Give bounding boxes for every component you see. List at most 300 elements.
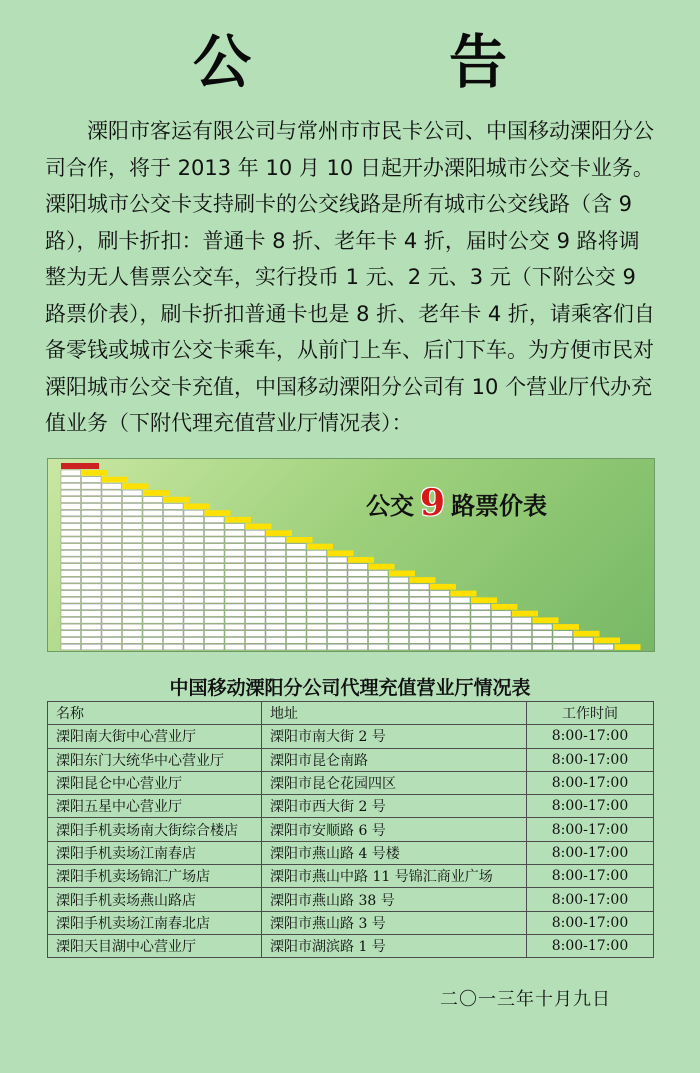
fare-cell: [102, 517, 122, 523]
fare-station-label: [225, 517, 251, 523]
fare-cell: [225, 644, 245, 650]
fare-cell: [205, 644, 225, 650]
fare-cell: [82, 638, 102, 644]
fare-cell: [143, 631, 163, 637]
fare-cell: [369, 644, 389, 650]
fare-cell: [225, 604, 245, 610]
fare-cell: [82, 577, 102, 583]
fare-cell: [82, 571, 102, 577]
fare-cell: [287, 597, 307, 603]
fare-cell: [164, 510, 184, 516]
fare-cell: [410, 604, 430, 610]
fare-cell: [82, 530, 102, 536]
fare-cell: [389, 591, 409, 597]
fare-cell: [287, 638, 307, 644]
fare-cell: [328, 611, 348, 617]
fare-cell: [266, 611, 286, 617]
fare-cell: [123, 591, 143, 597]
fare-cell: [184, 604, 204, 610]
fare-cell: [102, 497, 122, 503]
fare-cell: [82, 597, 102, 603]
table-row: [48, 934, 654, 957]
fare-cell: [61, 611, 81, 617]
fare-cell: [184, 631, 204, 637]
fare-cell: [143, 638, 163, 644]
fare-cell: [143, 644, 163, 650]
hall-name-cell: 溧阳天目湖中心营业厅: [48, 934, 262, 957]
fare-cell: [246, 638, 266, 644]
fare-cell: [307, 550, 327, 556]
fare-cell: [102, 604, 122, 610]
fare-cell: [61, 550, 81, 556]
fare-cell: [492, 617, 512, 623]
fare-cell: [287, 577, 307, 583]
fare-cell: [164, 597, 184, 603]
fare-cell: [143, 624, 163, 630]
fare-cell: [328, 644, 348, 650]
fare-cell: [307, 571, 327, 577]
fare-cell: [266, 544, 286, 550]
fare-cell: [287, 624, 307, 630]
fare-cell: [123, 544, 143, 550]
fare-cell: [348, 638, 368, 644]
fare-cell: [164, 564, 184, 570]
fare-cell: [143, 517, 163, 523]
fare-cell: [307, 617, 327, 623]
fare-cell: [123, 604, 143, 610]
fare-cell: [246, 530, 266, 536]
fare-cell: [184, 571, 204, 577]
fare-cell: [61, 591, 81, 597]
fare-cell: [102, 631, 122, 637]
fare-cell: [246, 631, 266, 637]
table-row: [48, 841, 654, 864]
hall-name-cell: 溧阳昆仑中心营业厅: [48, 771, 262, 794]
fare-cell: [184, 530, 204, 536]
fare-cell: [184, 617, 204, 623]
fare-cell: [266, 631, 286, 637]
fare-cell: [246, 644, 266, 650]
hall-address-cell: 溧阳市南大街 2 号: [262, 725, 527, 748]
fare-cell: [225, 591, 245, 597]
fare-cell: [348, 624, 368, 630]
fare-cell: [61, 517, 81, 523]
hall-address-cell: 溧阳市昆仑南路: [262, 748, 527, 771]
table-row: [48, 865, 654, 888]
fare-cell: [512, 644, 532, 650]
fare-cell: [61, 483, 81, 489]
fare-cell: [266, 624, 286, 630]
fare-cell: [451, 597, 471, 603]
fare-cell: [164, 550, 184, 556]
fare-station-label: [471, 597, 497, 603]
fare-cell: [430, 644, 450, 650]
fare-cell: [205, 524, 225, 530]
fare-cell: [348, 564, 368, 570]
fare-cell: [61, 564, 81, 570]
fare-cell: [328, 638, 348, 644]
hall-address-cell: 溧阳市燕山路 3 号: [262, 911, 527, 934]
fare-cell: [164, 544, 184, 550]
hall-hours-cell: 8:00-17:00: [527, 795, 654, 818]
fare-station-label: [246, 524, 272, 530]
fare-cell: [143, 591, 163, 597]
fare-cell: [287, 631, 307, 637]
fare-cell: [61, 617, 81, 623]
halls-table: [47, 701, 654, 958]
fare-cell: [205, 604, 225, 610]
fare-cell: [369, 571, 389, 577]
hall-name-cell: 溧阳东门大统华中心营业厅: [48, 748, 262, 771]
fare-cell: [246, 564, 266, 570]
fare-station-label: [369, 564, 395, 570]
fare-cell: [471, 611, 491, 617]
hall-hours-cell: 8:00-17:00: [527, 771, 654, 794]
fare-cell: [225, 564, 245, 570]
fare-cell: [348, 611, 368, 617]
fare-cell: [164, 524, 184, 530]
fare-cell: [82, 504, 102, 510]
fare-cell: [471, 624, 491, 630]
hall-name-cell: 溧阳手机卖场南大街综合楼店: [48, 818, 262, 841]
fare-cell: [61, 524, 81, 530]
fare-cell: [82, 631, 102, 637]
notice-paragraph: 溧阳市客运有限公司与常州市市民卡公司、中国移动溧阳分公司合作，将于 2013 年 10 月 10 日起开办溧阳城市公交卡业务。溧阳城市公交卡支持刷卡的公交线路是所有城市公交线路（含 9 路），刷卡折扣：普通卡 8 折、老年卡 4 折，届时公交 9 路将调整为无人售票公交车，实行投币 1 元、2 元、3 元（下附公交 9 路票价表），刷卡折扣普通卡也是 8 折、老年卡 4 折，请乘客们自备零钱或城市公交卡乘车，从前门上车、后门下车。为方便市民对溧阳城市公交卡充值，中国移动溧阳分公司有 10 个营业厅代办充值业务（下附代理充值营业厅情况表）：: [45, 119, 655, 435]
fare-cell: [205, 577, 225, 583]
header-address: 地址: [262, 702, 527, 725]
fare-station-label: [164, 497, 190, 503]
fare-cell: [225, 550, 245, 556]
fare-cell: [143, 530, 163, 536]
fare-cell: [369, 617, 389, 623]
fare-cell: [266, 537, 286, 543]
fare-cell: [123, 510, 143, 516]
fare-cell: [410, 624, 430, 630]
fare-cell: [61, 510, 81, 516]
fare-cell: [184, 624, 204, 630]
fare-cell: [389, 617, 409, 623]
fare-cell: [533, 624, 553, 630]
fare-cell: [574, 644, 594, 650]
fare-cell: [102, 624, 122, 630]
hall-name-cell: 溧阳手机卖场锦汇广场店: [48, 865, 262, 888]
fare-cell: [533, 644, 553, 650]
fare-cell: [102, 550, 122, 556]
hall-name-cell: 溧阳南大街中心营业厅: [48, 725, 262, 748]
fare-cell: [61, 497, 81, 503]
fare-cell: [328, 591, 348, 597]
fare-cell: [102, 644, 122, 650]
fare-station-label: [492, 604, 518, 610]
fare-cell: [123, 644, 143, 650]
fare-cell: [82, 510, 102, 516]
fare-cell: [307, 644, 327, 650]
fare-cell: [205, 584, 225, 590]
fare-cell: [184, 597, 204, 603]
fare-cell: [82, 604, 102, 610]
fare-cell: [143, 537, 163, 543]
fare-cell: [61, 470, 81, 476]
fare-cell: [389, 611, 409, 617]
table-row: [48, 911, 654, 934]
fare-station-label: [451, 591, 477, 597]
fare-cell: [123, 624, 143, 630]
fare-cell: [533, 631, 553, 637]
fare-cell: [143, 550, 163, 556]
fare-cell: [430, 624, 450, 630]
fare-cell: [553, 638, 573, 644]
fare-station-label: [389, 571, 415, 577]
fare-cell: [594, 644, 614, 650]
hall-hours-cell: 8:00-17:00: [527, 748, 654, 771]
fare-cell: [492, 624, 512, 630]
hall-address-cell: 溧阳市安顺路 6 号: [262, 818, 527, 841]
fare-cell: [225, 557, 245, 563]
fare-cell: [348, 584, 368, 590]
fare-cell: [410, 631, 430, 637]
fare-cell: [451, 644, 471, 650]
fare-cell: [266, 577, 286, 583]
fare-station-label: [184, 504, 210, 510]
fare-cell: [143, 584, 163, 590]
fare-cell: [123, 617, 143, 623]
table-row: [48, 771, 654, 794]
fare-cell: [369, 591, 389, 597]
fare-cell: [61, 644, 81, 650]
fare-cell: [102, 638, 122, 644]
fare-station-label: [266, 530, 292, 536]
hall-hours-cell: 8:00-17:00: [527, 725, 654, 748]
fare-cell: [164, 517, 184, 523]
fare-cell: [266, 617, 286, 623]
fare-cell: [492, 611, 512, 617]
halls-table-header-row: [48, 702, 654, 725]
fare-cell: [287, 544, 307, 550]
hall-name-cell: 溧阳五星中心营业厅: [48, 795, 262, 818]
fare-cell: [82, 591, 102, 597]
fare-cell: [471, 644, 491, 650]
fare-cell: [164, 504, 184, 510]
fare-cell: [328, 584, 348, 590]
fare-cell: [205, 550, 225, 556]
fare-cell: [512, 624, 532, 630]
fare-cell: [82, 557, 102, 563]
fare-cell: [389, 604, 409, 610]
fare-cell: [61, 624, 81, 630]
fare-cell: [512, 631, 532, 637]
fare-cell: [143, 571, 163, 577]
fare-cell: [61, 584, 81, 590]
fare-cell: [164, 530, 184, 536]
fare-cell: [61, 604, 81, 610]
fare-cell: [246, 557, 266, 563]
fare-cell: [164, 624, 184, 630]
fare-station-label: [594, 638, 620, 644]
halls-table-caption: 中国移动溧阳分公司代理充值营业厅情况表: [169, 677, 531, 699]
fare-cell: [61, 557, 81, 563]
fare-cell: [82, 617, 102, 623]
notice-date: 二〇一三年十月九日: [440, 989, 611, 1010]
fare-station-label: [430, 584, 456, 590]
fare-cell: [287, 564, 307, 570]
fare-cell: [328, 571, 348, 577]
fare-cell: [61, 571, 81, 577]
fare-cell: [430, 591, 450, 597]
fare-cell: [61, 597, 81, 603]
fare-cell: [328, 604, 348, 610]
fare-cell: [266, 604, 286, 610]
fare-cell: [82, 544, 102, 550]
fare-cell: [164, 631, 184, 637]
fare-cell: [61, 477, 81, 483]
fare-station-label: [574, 631, 600, 637]
fare-station-label: [287, 537, 313, 543]
fare-cell: [225, 544, 245, 550]
fare-cell: [123, 497, 143, 503]
fare-cell: [102, 617, 122, 623]
fare-cell: [348, 631, 368, 637]
fare-cell: [430, 597, 450, 603]
fare-cell: [102, 571, 122, 577]
fare-cell: [143, 497, 163, 503]
fare-cell: [471, 604, 491, 610]
fare-cell: [102, 530, 122, 536]
fare-cell: [389, 597, 409, 603]
fare-cell: [164, 617, 184, 623]
fare-cell: [82, 644, 102, 650]
fare-cell: [348, 577, 368, 583]
fare-cell: [102, 591, 122, 597]
fare-cell: [389, 638, 409, 644]
fare-cell: [348, 597, 368, 603]
fare-cell: [266, 644, 286, 650]
fare-cell: [123, 537, 143, 543]
fare-cell: [451, 617, 471, 623]
fare-cell: [164, 537, 184, 543]
fare-cell: [184, 564, 204, 570]
fare-cell: [225, 638, 245, 644]
fare-cell: [369, 624, 389, 630]
fare-cell: [102, 524, 122, 530]
fare-cell: [164, 611, 184, 617]
fare-cell: [184, 577, 204, 583]
fare-cell: [184, 550, 204, 556]
fare-cell: [410, 597, 430, 603]
fare-cell: [123, 571, 143, 577]
fare-cell: [389, 577, 409, 583]
fare-cell: [123, 530, 143, 536]
fare-cell: [82, 624, 102, 630]
fare-cell: [205, 591, 225, 597]
fare-cell: [123, 490, 143, 496]
fare-cell: [492, 638, 512, 644]
fare-station-label: [348, 557, 374, 563]
fare-cell: [410, 617, 430, 623]
fare-cell: [287, 644, 307, 650]
fare-cell: [102, 564, 122, 570]
fare-cell: [164, 591, 184, 597]
fare-cell: [61, 490, 81, 496]
fare-cell: [410, 584, 430, 590]
fare-cell: [102, 504, 122, 510]
notice-title: 公 告: [192, 28, 577, 96]
fare-cell: [287, 571, 307, 577]
fare-cell: [266, 591, 286, 597]
fare-cell: [143, 544, 163, 550]
fare-cell: [184, 557, 204, 563]
fare-cell: [574, 638, 594, 644]
fare-station-label: [615, 644, 641, 650]
fare-cell: [348, 604, 368, 610]
fare-cell: [471, 631, 491, 637]
hall-hours-cell: 8:00-17:00: [527, 888, 654, 911]
hall-hours-cell: 8:00-17:00: [527, 934, 654, 957]
fare-cell: [266, 638, 286, 644]
fare-cell: [471, 638, 491, 644]
hall-address-cell: 溧阳市西大街 2 号: [262, 795, 527, 818]
hall-hours-cell: 8:00-17:00: [527, 865, 654, 888]
fare-table-image: [47, 458, 655, 652]
fare-cell: [164, 604, 184, 610]
fare-cell: [533, 638, 553, 644]
fare-cell: [246, 584, 266, 590]
fare-cell: [348, 644, 368, 650]
fare-station-label: [205, 510, 231, 516]
fare-cell: [307, 624, 327, 630]
fare-cell: [123, 504, 143, 510]
fare-cell: [205, 530, 225, 536]
fare-cell: [143, 577, 163, 583]
header-hours: 工作时间: [527, 702, 654, 725]
hall-address-cell: 溧阳市昆仑花园四区: [262, 771, 527, 794]
header-name: 名称: [48, 702, 262, 725]
fare-cell: [205, 638, 225, 644]
hall-hours-cell: 8:00-17:00: [527, 911, 654, 934]
fare-cell: [246, 537, 266, 543]
fare-cell: [246, 591, 266, 597]
fare-station-label: [512, 611, 538, 617]
fare-cell: [102, 597, 122, 603]
fare-cell: [451, 604, 471, 610]
fare-cell: [123, 524, 143, 530]
fare-cell: [328, 577, 348, 583]
fare-cell: [287, 557, 307, 563]
fare-cell: [102, 490, 122, 496]
fare-cell: [205, 537, 225, 543]
fare-cell: [307, 577, 327, 583]
fare-cell: [82, 550, 102, 556]
hall-hours-cell: 8:00-17:00: [527, 818, 654, 841]
fare-cell: [123, 564, 143, 570]
fare-cell: [82, 477, 102, 483]
fare-cell: [225, 631, 245, 637]
fare-cell: [410, 638, 430, 644]
fare-cell: [205, 517, 225, 523]
fare-cell: [389, 631, 409, 637]
fare-cell: [348, 617, 368, 623]
fare-cell: [225, 617, 245, 623]
fare-cell: [307, 584, 327, 590]
fare-cell: [184, 537, 204, 543]
fare-cell: [102, 557, 122, 563]
fare-cell: [82, 524, 102, 530]
fare-cell: [123, 638, 143, 644]
fare-cell: [246, 597, 266, 603]
fare-cell: [410, 591, 430, 597]
fare-cell: [553, 631, 573, 637]
fare-cell: [307, 611, 327, 617]
fare-cell: [61, 544, 81, 550]
